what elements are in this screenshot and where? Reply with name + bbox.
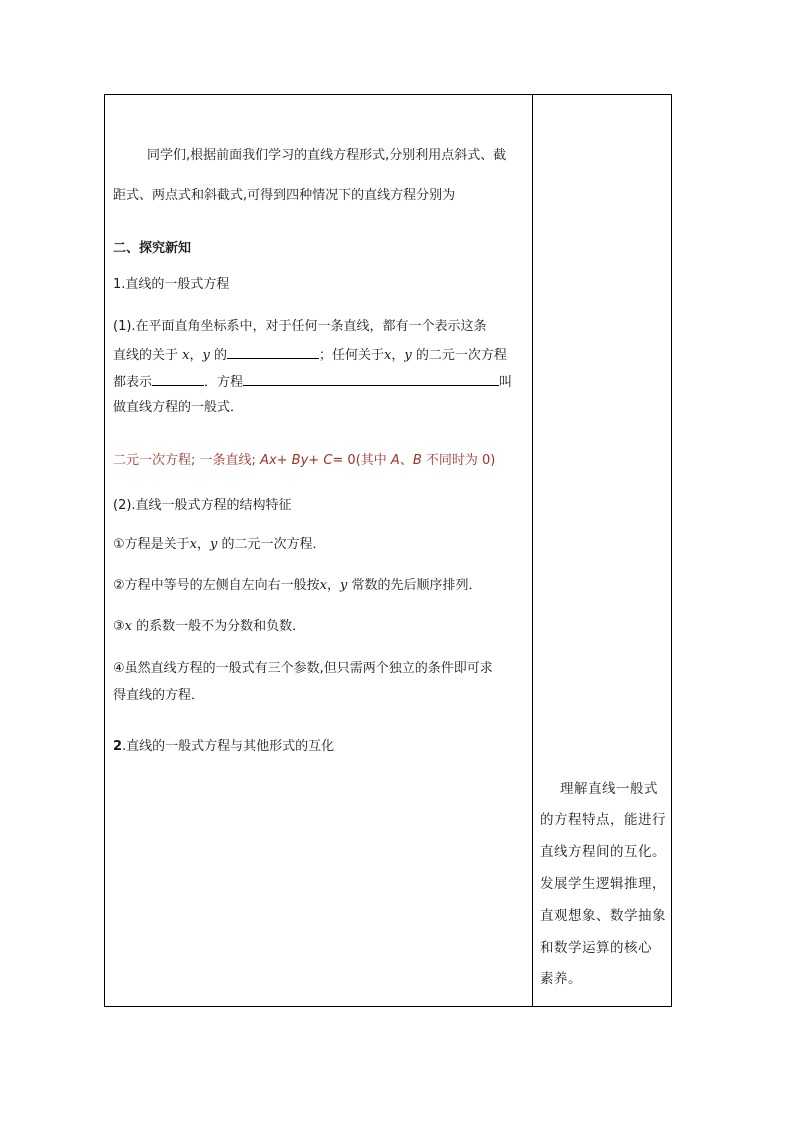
topic-1-heading: 1.直线的一般式方程	[113, 277, 230, 292]
side-note-line-4: 发展学生逻辑推理，	[540, 876, 666, 892]
q2-item-4-line-2: 得直线的方程．	[113, 688, 205, 703]
topic-2-heading: 2.直线的一般式方程与其他形式的互化	[113, 739, 335, 754]
answer-line: 二元一次方程; 一条直线; Ax+ By+ C= 0(其中 A、B 不同时为 0)	[113, 453, 496, 468]
q2-item-3: ③x 的系数一般不为分数和负数．	[113, 619, 306, 634]
column-divider	[532, 94, 533, 1007]
side-note-line-1: 理解直线一般式	[560, 781, 658, 797]
intro-line-2: 距式、两点式和斜截式,可得到四种情况下的直线方程分别为	[113, 188, 456, 203]
side-note-line-3: 直线方程间的互化。	[540, 844, 666, 860]
q1-line-4: 做直线方程的一般式．	[113, 400, 244, 415]
intro-line-1: 同学们,根据前面我们学习的直线方程形式,分别利用点斜式、截	[147, 148, 507, 163]
side-note-line-7: 素养。	[540, 971, 582, 987]
blank-3	[243, 372, 499, 386]
side-note-line-2: 的方程特点，能进行	[540, 812, 666, 828]
side-note-line-6: 和数学运算的核心	[540, 940, 652, 956]
q1-line-1: (1).在平面直角坐标系中，对于任何一条直线，都有一个表示这条	[113, 319, 487, 334]
q2-item-2: ②方程中等号的左侧自左向右一般按x，y 常数的先后顺序排列．	[113, 578, 482, 593]
side-note-line-5: 直观想象、数学抽象	[540, 908, 666, 924]
blank-1	[227, 345, 319, 359]
section-title: 二、探究新知	[113, 241, 192, 256]
q2-item-1: ①方程是关于x，y 的二元一次方程．	[113, 537, 326, 552]
q1-line-2: 直线的关于 x，y 的 ；任何关于x，y 的二元一次方程	[113, 345, 507, 365]
q2-title: (2).直线一般式方程的结构特征	[113, 498, 292, 513]
q1-line-3: 都表示 ．方程 叫	[113, 372, 512, 392]
blank-2	[152, 372, 204, 386]
q2-item-4-line-1: ④虽然直线方程的一般式有三个参数,但只需两个独立的条件即可求	[113, 661, 493, 676]
